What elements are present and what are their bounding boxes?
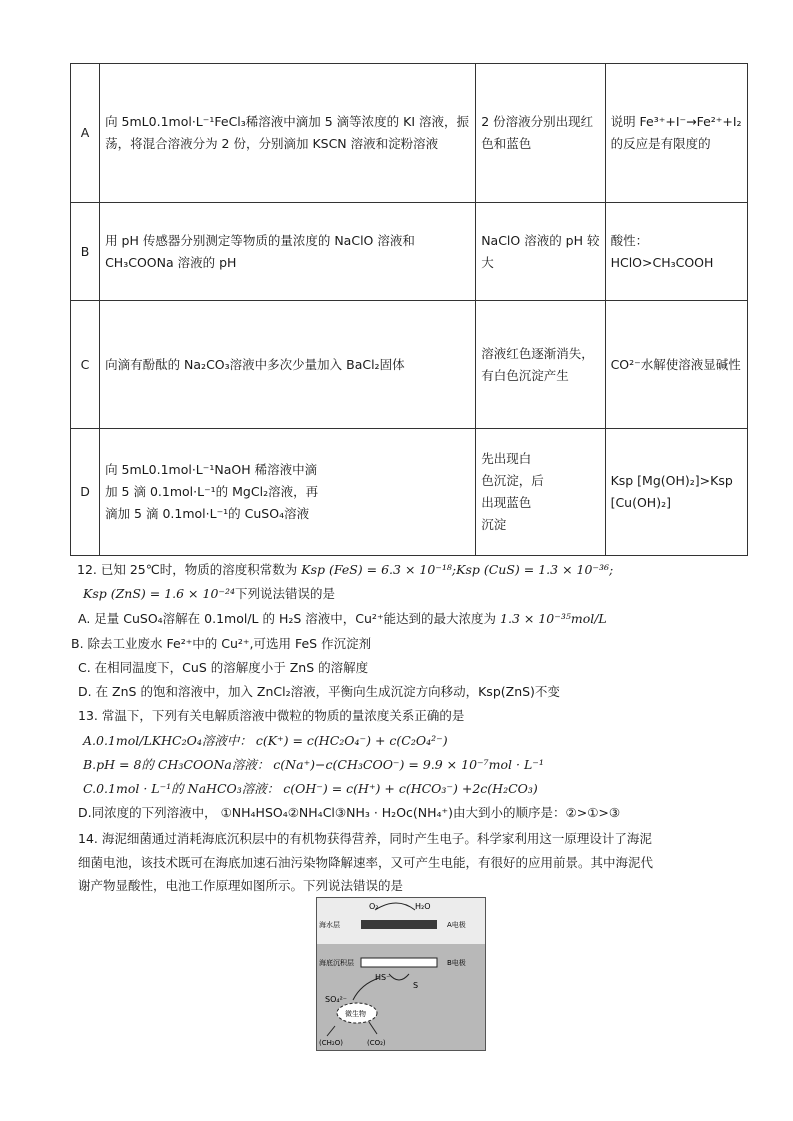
q12-question: 下列说法错误的是 [235, 586, 336, 601]
conclusion-cell: CO²⁻水解使溶液显碱性 [605, 301, 747, 429]
q13-stem: 13. 常温下，下列有关电解质溶液中微粒的物质的量浓度关系正确的是 [78, 708, 465, 723]
table-row [71, 64, 748, 203]
conclusion-cell: 酸性：HClO>CH₃COOH [605, 203, 747, 301]
q12-option-d: D. 在 ZnS 的饱和溶液中，加入 ZnCl₂溶液，平衡向生成沉淀方向移动，Ksp(ZnS)不变 [78, 684, 560, 699]
q14-line: 细菌电池，该技术既可在海底加速石油污染物降解速率，又可产生电能，有很好的应用前景。其中海泥代 [78, 855, 654, 870]
o2-label: O₂ [369, 902, 379, 911]
option-label: C [71, 301, 100, 429]
q13-option-a: A.0.1mol/LKHC₂O₄溶液中： c(K⁺) = c(HC₂O₄⁻) + c(C₂O₄²⁻) [83, 733, 448, 748]
ch2o-label: (CH₂O) [319, 1039, 343, 1047]
phenomenon-line: 先出现白 [481, 451, 532, 466]
operation-cell [100, 429, 476, 556]
microbe-label: 微生物 [345, 1010, 366, 1018]
operation-line: 加 5 滴 0.1mol·L⁻¹的 MgCl₂溶液，再 [105, 484, 319, 499]
ksp-zns: Ksp (ZnS) = 1.6 × 10⁻²⁴ [83, 586, 236, 601]
operation-cell: 向滴有酚酞的 Na₂CO₃溶液中多次少量加入 BaCl₂固体 [100, 301, 476, 429]
table-row [71, 301, 748, 429]
ksp-cus: Ksp (CuS) = 1.3 × 10⁻³⁶; [456, 562, 614, 577]
conclusion-cell: 说明 Fe³⁺+I⁻→Fe²⁺+I₂ 的反应是有限度的 [605, 64, 747, 203]
q12-option-c: C. 在相同温度下，CuS 的溶解度小于 ZnS 的溶解度 [78, 660, 369, 675]
option-label: B [71, 203, 100, 301]
q12-option-a-text: A. 足量 CuSO₄溶解在 0.1mol/L 的 H₂S 溶液中，Cu²⁺能达到的最大浓度为 [78, 611, 501, 626]
co2-label: (CO₂) [367, 1039, 386, 1047]
q12-stem [77, 560, 613, 580]
phenomenon-line: 色沉淀，后 [481, 473, 544, 488]
operation-cell: 向 5mL0.1mol·L⁻¹FeCl₃稀溶液中滴加 5 滴等浓度的 KI 溶液，振荡，将混合溶液分为 2 份，分别滴加 KSCN 溶液和淀粉溶液 [100, 64, 476, 203]
operation-line: 滴加 5 滴 0.1mol·L⁻¹的 CuSO₄溶液 [105, 506, 310, 521]
q12-option-a [78, 609, 607, 629]
phenomenon-cell: 2 份溶液分别出现红色和蓝色 [476, 64, 605, 203]
q14-line: 谢产物显酸性，电池工作原理如图所示。下列说法错误的是 [78, 878, 404, 893]
option-label: A [71, 64, 100, 203]
sediment-label: 海底沉积层 [319, 959, 354, 967]
conclusion-cell: Ksp [Mg(OH)₂]>Ksp [Cu(OH)₂] [605, 429, 747, 556]
operation-line: 向 5mL0.1mol·L⁻¹NaOH 稀溶液中滴 [105, 462, 318, 477]
b-electrode-label: B电极 [447, 959, 466, 967]
phenomenon-cell: 溶液红色逐渐消失，有白色沉淀产生 [476, 301, 605, 429]
phenomenon-cell: NaClO 溶液的 pH 较大 [476, 203, 605, 301]
so4-label: SO₄²⁻ [325, 995, 348, 1004]
a-electrode-plate [361, 920, 437, 929]
a-electrode-label: A电极 [447, 921, 466, 929]
b-electrode-plate [361, 958, 437, 967]
table-row [71, 429, 748, 556]
seawater-label: 海水层 [319, 921, 340, 929]
hs-label: HS⁻ [375, 973, 391, 982]
q12-stem-text: 12. 已知 25℃时，物质的溶度积常数为 [77, 562, 302, 577]
s-label: S [413, 981, 419, 990]
phenomenon-line: 沉淀 [481, 517, 507, 532]
q13-option-c: C.0.1mol · L⁻¹的 NaHCO₃溶液： c(OH⁻) = c(H⁺) + c(HCO₃⁻) +2c(H₂CO₃) [83, 781, 538, 796]
h2o-label: H₂O [415, 902, 431, 911]
table-row [71, 203, 748, 301]
battery-diagram [316, 897, 486, 1051]
q14-line: 14. 海泥细菌通过消耗海底沉积层中的有机物获得营养，同时产生电子。科学家利用这一原理设计了海泥 [78, 831, 652, 846]
q12-option-b: B. 除去工业废水 Fe²⁺中的 Cu²⁺,可选用 FeS 作沉淀剂 [71, 636, 372, 651]
q13-option-d: D.同浓度的下列溶液中， ①NH₄HSO₄②NH₄Cl③NH₃ · H₂Oc(NH₄⁺)由大到小的顺序是：②>①>③ [78, 805, 621, 820]
q12-stem-2 [83, 584, 335, 604]
option-label: D [71, 429, 100, 556]
ksp-fes: Ksp (FeS) = 6.3 × 10⁻¹⁸; [301, 562, 457, 577]
experiment-table [70, 63, 748, 556]
phenomenon-cell [476, 429, 605, 556]
phenomenon-line: 出现蓝色 [481, 495, 532, 510]
operation-cell: 用 pH 传感器分别测定等物质的量浓度的 NaClO 溶液和 CH₃COONa 溶液的 pH [100, 203, 476, 301]
battery-diagram-svg [317, 898, 485, 1050]
q12-option-a-value: 1.3 × 10⁻³⁵mol/L [500, 611, 607, 626]
q13-option-b: B.pH = 8的 CH₃COONa溶液： c(Na⁺)−c(CH₃COO⁻) = 9.9 × 10⁻⁷mol · L⁻¹ [83, 757, 544, 772]
